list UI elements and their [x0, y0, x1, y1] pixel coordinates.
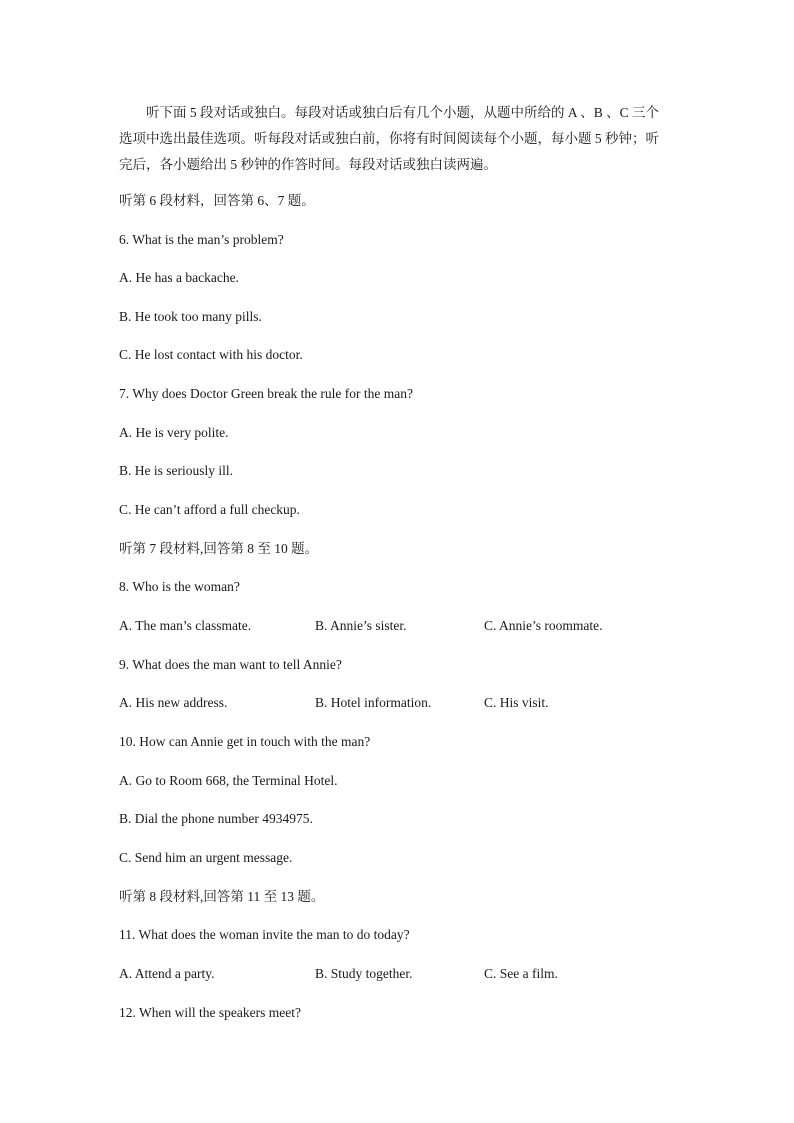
question-11-option-b: B. Study together. — [315, 966, 413, 981]
section-7-heading: 听第 7 段材料,回答第 8 至 10 题。 — [119, 541, 319, 556]
question-9-option-b: B. Hotel information. — [315, 695, 432, 710]
question-8-option-a: A. The man’s classmate. — [119, 618, 252, 633]
question-7-option-a: A. He is very polite. — [119, 425, 229, 440]
question-6-option-c: C. He lost contact with his doctor. — [119, 347, 303, 362]
instructions-line-3: 完后，各小题给出 5 秒钟的作答时间。每段对话或独白读两遍。 — [119, 157, 497, 172]
question-11: 11. What does the woman invite the man to do today? — [119, 927, 410, 942]
question-9-option-c: C. His visit. — [484, 695, 549, 710]
question-9: 9. What does the man want to tell Annie? — [119, 657, 342, 672]
question-6-option-b: B. He took too many pills. — [119, 309, 262, 324]
question-8-option-b: B. Annie’s sister. — [315, 618, 407, 633]
question-8-option-c: C. Annie’s roommate. — [484, 618, 603, 633]
section-6-heading: 听第 6 段材料，回答第 6、7 题。 — [119, 193, 315, 208]
question-6: 6. What is the man’s problem? — [119, 232, 284, 247]
question-10-option-b: B. Dial the phone number 4934975. — [119, 811, 313, 826]
question-12: 12. When will the speakers meet? — [119, 1005, 301, 1020]
question-9-option-a: A. His new address. — [119, 695, 228, 710]
instructions-line-2: 选项中选出最佳选项。听每段对话或独白前，你将有时间阅读每个小题，每小题 5 秒钟；听 — [119, 131, 659, 146]
question-6-option-a: A. He has a backache. — [119, 270, 239, 285]
question-8: 8. Who is the woman? — [119, 579, 240, 594]
section-8-heading: 听第 8 段材料,回答第 11 至 13 题。 — [119, 889, 325, 904]
instructions-line-1: 听下面 5 段对话或独白。每段对话或独白后有几个小题，从题中所给的 A 、B 、C 三个 — [146, 105, 660, 120]
question-10: 10. How can Annie get in touch with the man? — [119, 734, 371, 749]
question-10-option-c: C. Send him an urgent message. — [119, 850, 293, 865]
question-7-option-c: C. He can’t afford a full checkup. — [119, 502, 300, 517]
question-7: 7. Why does Doctor Green break the rule for the man? — [119, 386, 414, 401]
question-7-option-b: B. He is seriously ill. — [119, 463, 233, 478]
question-11-option-a: A. Attend a party. — [119, 966, 215, 981]
question-10-option-a: A. Go to Room 668, the Terminal Hotel. — [119, 773, 338, 788]
question-11-option-c: C. See a film. — [484, 966, 558, 981]
instructions-paragraph — [119, 100, 679, 178]
